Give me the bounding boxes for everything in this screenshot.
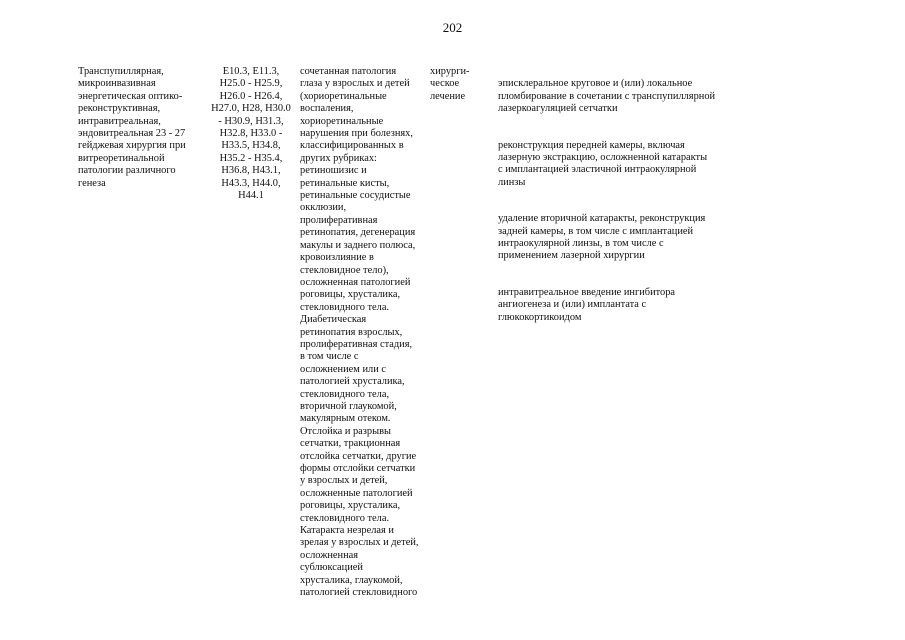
treatment-method-item: интравитреальное введение ингибитора ангиогенеза и (или) имплантата с глюкокортикоидом [498, 286, 676, 323]
treatment-method-item: удаление вторичной катаракты, реконструкция задней камеры, в том числе с имплантацией интраокулярной линзы, в том числе с применением лазерной хирургии [498, 213, 706, 262]
treatment-method-item: реконструкция передней камеры, включая лазерную экстракцию, осложненной катаракты с имплантацией эластичной интраокулярной линзы [498, 139, 708, 188]
patient-model-cell: сочетанная патология глаза у взрослых и детей (хориоретинальные воспаления, хориоретинальные нарушения при болезнях, классифицированных в других рубриках: ретиношизис и ретинальные кисты, ретинальные сосудистые окклюзии, пролиферативная ретинопатия, дегенерация макулы и заднего полюса, кровоизлияние в стекловидное тело), осложненная патологией роговицы, хрусталика, стекловидного тела. Диабетическая ретинопатия взрослых, пролиферативная стадия, в том числе с осложнением или с патологией хрусталика, стекловидного тела, вторичной глаукомой, макулярным отеком. Отслойка и разрывы сетчатки, тракционная отслойка сетчатки, другие формы отслойки сетчатки у взрослых и детей, осложненные патологией роговицы, хрусталика, стекловидного тела. Катаракта незрелая и зрелая у взрослых и детей, осложненная сублюксацией хрусталика, глаукомой, патологией стекловидного [300, 66, 419, 599]
treatment-type-cell: хирурги- ческое лечение [430, 66, 470, 102]
diagnosis-codes-cell: E10.3, E11.3, H25.0 - H25.9, H26.0 - H26.4, H27.0, H28, H30.0 - H30.9, H31.3, H32.8, H33.0 - H33.5, H34.8, H35.2 - H35.4, H36.8, H43.1, H43.3, H44.0, H44.1 [211, 66, 291, 202]
treatment-methods-cell [498, 66, 738, 337]
treatment-method-item: эписклеральное круговое и (или) локальное пломбирование в сочетании с транспупиллярной лазеркоагуляцией сетчатки [498, 78, 716, 115]
method-name-cell: Транспупиллярная, микроинвазивная энергетическая оптико- реконструктивная, интравитреальная, эндовитреальная 23 - 27 гейджевая хирургия при витреоретинальной патологии различного генеза [78, 66, 186, 189]
page-number: 202 [442, 20, 463, 35]
